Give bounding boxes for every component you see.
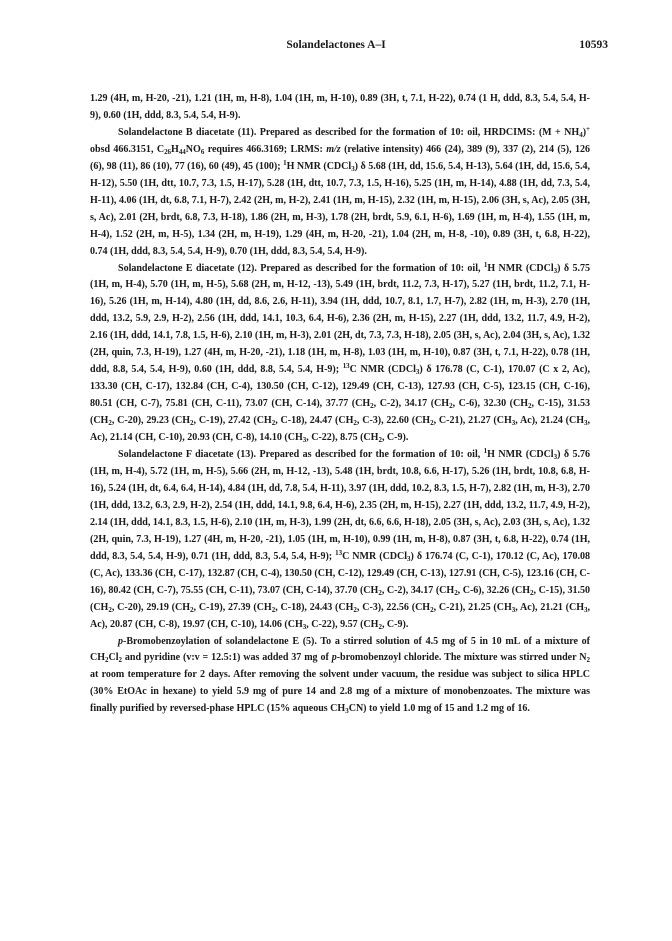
subscript: 2 [454,588,458,597]
text-run: : oil, HRDCIMS: (M + NH [460,126,580,138]
paragraph-heading: Solandelactone E diacetate ( [118,262,241,274]
subscript: 44 [178,147,186,156]
subscript: 2 [370,402,374,411]
paragraph-heading: 5 [306,635,312,647]
superscript: 1 [483,260,488,269]
compound-number: 10 [450,126,461,138]
subscript: 2 [190,605,194,614]
text-run: H NMR (CDCl [487,262,554,274]
subscript: 2 [430,605,434,614]
text-run: -bromobenzoyl chloride. The mixture was stirred under N [336,652,587,664]
text-run: ) δ 176.78 (C, C-1), 170.07 (C x 2, Ac), 133.30 (CH, C-17), 132.84 (CH, C-4), 130.50 (CH, C-12), 129.49 (CH, C-13), 127.93 (CH, C-5), 123.15 (CH, C-16), 80.51 (CH, C-7), 75.81 (CH, C-11), 73.07 (CH, C-14), 37.77 (CH [90,364,590,410]
paragraph-continued [90,91,590,125]
text-run: , Ac), 21.21 (CH [515,601,585,613]
subscript: 3 [415,368,420,377]
subscript: 2 [108,605,112,614]
italic-text: m/z [326,143,341,155]
text-run: CN) to yield 1.0 mg of [348,703,445,715]
text-run: Prepared as described for the formation of [256,449,451,461]
paragraph-heading: -Bromobenzoylation of solandelactone E ( [123,635,307,647]
text-run: : oil, [460,262,484,274]
subscript: 2 [271,419,276,428]
subscript: 3 [351,164,355,173]
experimental-text [90,91,590,718]
text-run: in 10 mL of a mixture of CH [90,635,590,664]
subscript: 2 [353,419,357,428]
text-run: at room temperature for 2 days. After removing the solvent under vacuum, the residue was subject to silica HPLC (30% EtOAc in hexane) to yield 5.9 mg of pure [90,669,590,698]
superscript: + [586,124,590,133]
text-run: , Ac), 21.24 (CH [515,415,585,427]
text-run: ) δ 5.75 (1H, m, H-4), 5.70 (1H, m, H-5), 5.68 (2H, m, H-12, -13), 5.49 (1H, brdt, 11.2, 7.3, H-17), 5.27 (1H, brdt, 11.2, 7.1, H-16), 5.26 (1H, m, H-14), 4.80 (1H, dd, 8.6, 2.6, H-11), 3.94 (1H, ddd, 10.7, 8.1, 1.7, H-7), 2.82 (1H, m, H-3), 2.70 (1H, ddd, 13.2, 5.9, 2.9, H-2), 2.56 (1H, ddd, 14.1, 10.3, 6.4, H-6), 2.36 (2H, m, H-15), 2.27 (1H, ddd, 13.2, 11.7, 4.9, H-2), 2.16 (1H, ddd, 14.1, 7.8, 1.5, H-6), 2.10 (1H, m, H-3), 2.01 (2H, dt, 7.3, 7.3, H-18), 2.05 (3H, s, Ac), 2.04 (3H, s, Ac), 1.32 (2H, quin, 7.3, H-19), 1.27 (4H, m, H-20, -21), 1.18 (1H, m, H-8), 1.03 (1H, m, H-10), 0.87 (3H, t, 7.1, H-22), 0.78 (1H, ddd, 8.8, 5.4, 5.4, H-9), 0.60 (1H, ddd, 8.8, 5.4, 5.4, H-9); [90,262,590,376]
text-run: , C-22), 8.75 (CH [306,432,379,444]
subscript: 6 [200,147,205,156]
italic-text: p [331,652,337,664]
subscript: 2 [378,588,382,597]
subscript: 2 [586,656,590,665]
text-run: H [171,143,179,155]
subscript: 3 [407,554,411,563]
subscript: 3 [553,266,558,275]
text-run: Prepared as described for the formation of [256,262,451,274]
text-run: obsd 466.3151, C [90,143,165,155]
subscript: 2 [105,656,109,665]
subscript: 2 [118,656,123,665]
text-run: Prepared as described for the formation of [256,126,451,138]
text-run: and 1.2 mg of [454,703,518,715]
subscript: 3 [302,436,307,445]
compound-number: 5 [470,635,476,647]
text-run: ) δ 5.76 (1H, m, H-4), 5.72 (1H, m, H-5), 5.66 (2H, m, H-12, -13), 5.48 (1H, brdt, 10.8, 6.6, H-17), 5.26 (1H, brdt, 10.8, 6.8, H-16), 5.24 (1H, dt, 6.4, 6.4, H-14), 4.84 (1H, dd, 7.8, 5.4, H-11), 3.97 (1H, ddd, 10.2, 8.3, 1.5, H-7), 2.82 (1H, m, H-3), 2.70 (1H, ddd, 13.2, 6.3, 2.9, H-2), 2.54 (1H, ddd, 14.1, 9.8, 6.4, H-6), 2.35 (2H, m, H-15), 2.27 (1H, ddd, 13.2, 11.7, 4.9, H-2), 2.14 (1H, ddd, 14.1, 8.3, 1.5, H-6), 2.10 (1H, m, H-3), 1.99 (2H, dt, 6.6, 6.6, H-18), 2.05 (3H, s, Ac), 2.03 (3H, s, Ac), 1.32 (2H, quin, 7.3, H-19), 1.27 (4H, m, H-20, -21), 1.05 (1H, m, H-10), 0.99 (1H, m, H-8), 0.87 (3H, t, 6.8, H-22), 0.74 (1H, ddd, 8.3, 5.4, 5.4, H-9), 0.71 (1H, ddd, 8.3, 5.4, 5.4, H-9); [90,449,590,562]
text-run: , C-15), 31.53 (CH [90,398,590,427]
text-run: . [527,703,530,715]
paragraph-heading: ). [250,449,257,461]
subscript: 2 [530,588,534,597]
text-run: ) δ 176.74 (C, C-1), 170.12 (C, Ac), 170.08 (C, Ac), 133.36 (CH, C-17), 132.87 (CH, C-4), 130.50 (CH, C-12), 129.49 (CH, C-13), 127.91 (CH, C-5), 123.16 (CH, C-16), 80.42 (CH, C-7), 75.55 (CH, C-11), 73.07 (CH, C-14), 37.70 (CH [90,550,590,596]
text-run: , C-2), 34.17 (CH [381,584,455,596]
subscript: 2 [271,605,276,614]
text-run: , C-19), 27.39 (CH [193,601,272,613]
text-run: H NMR (CDCl [487,449,554,461]
text-run: , Ac), 20.87 (CH, C-8), 19.97 (CH, C-10), 14.06 (CH [90,601,591,630]
text-run: , Ac), 21.14 (CH, C-10), 20.93 (CH, C-8), 14.10 (CH [90,415,591,444]
compound-number: 14 [305,686,316,698]
superscript: 13 [335,548,343,557]
page-number: 10593 [579,39,608,51]
text-run: , C-3), 22.60 (CH [356,415,431,427]
subscript: 2 [108,419,112,428]
subscript: 3 [302,622,307,631]
paragraph-heading: ). [311,635,317,647]
text-run: , C-15), 31.50 (CH [90,584,590,613]
subscript: 3 [511,419,516,428]
superscript: 1 [283,158,287,167]
paragraph-heading: Solandelactone F diacetate ( [118,449,241,461]
text-run: requires 466.3169; LRMS: [204,143,327,155]
subscript: 2 [190,419,194,428]
text-run: (relative intensity) 466 (24), 389 (9), 337 (2), 214 (5), 126 (6), 98 (11), 86 (10), 77 (16), 60 (49), 45 (100); [90,143,590,172]
text-run: , C-18), 24.43 (CH [275,601,354,613]
subscript: 2 [353,605,357,614]
subscript: 3 [584,605,588,614]
text-run: , C-21), 21.27 (CH [433,415,512,427]
text-run: ) δ 5.68 (1H, dd, 15.6, 5.4, H-13), 5.64 (1H, dd, 15.6, 5.4, H-12), 5.50 (1H, dtt, 10.7, 7.3, 1.5, H-17), 5.28 (1H, dtt, 10.7, 7.3, 1.5, H-16), 5.25 (1H, m, H-14), 4.88 (1H, dd, 7.3, 5.4, H-11), 4.06 (1H, dt, 6.8, 7.1, H-7), 2.42 (2H, m, H-2), 2.41 (1H, m, H-15), 2.32 (1H, m, H-15), 2.06 (3H, s, Ac), 2.05 (3H, s, Ac), 2.01 (2H, brdt, 6.8, 7.3, H-18), 1.86 (2H, m, H-3), 1.78 (2H, brdt, 5.9, 6.1, H-6), 1.69 (1H, m, H-4), 1.55 (1H, m, H-4), 1.52 (2H, m, H-5), 1.34 (2H, m, H-19), 1.29 (4H, m, H-20, -21), 1.04 (2H, m, H-8, -10), 0.89 (3H, t, 6.8, H-22), 0.74 (1H, ddd, 8.3, 5.4, 5.4, H-9), 0.70 (1H, ddd, 8.3, 5.4, 5.4, H-9). [90,160,590,257]
text-run: and pyridine (v:v = 12.5:1) was added 37 mg of [122,652,332,664]
paragraph-heading: ). [250,126,257,138]
compound-number: 15 [444,703,455,715]
text-run: , C-20), 29.19 (CH [111,601,191,613]
paragraph [90,447,590,633]
text-run: H NMR (CDCl [286,160,352,172]
subscript: 2 [378,436,382,445]
text-run: , C-9). [381,432,409,444]
paragraph [90,261,590,447]
text-run: , C-20), 29.23 (CH [111,415,191,427]
subscript: 3 [345,707,349,716]
text-run: Cl [108,652,119,664]
compound-number: 10 [450,262,461,274]
text-run: To a stirred solution of 4.5 mg of [316,635,471,647]
text-run: : oil, [460,449,484,461]
text-run: ) [582,126,587,138]
text-run: , C-18), 24.47 (CH [275,415,354,427]
paragraph-heading: 13 [240,449,251,461]
text-run: C NMR (CDCl [349,364,416,376]
paragraph-heading: ). [251,262,257,274]
text-run: , C-2), 34.17 (CH [373,398,450,410]
subscript: 2 [430,419,434,428]
text-run: , C-3), 22.56 (CH [356,601,431,613]
text-run: NO [185,143,201,155]
paragraph-heading: p [118,635,124,647]
paragraph-heading: 11 [241,126,251,138]
page-header [0,39,672,57]
subscript: 2 [449,402,453,411]
paragraph [90,125,590,261]
superscript: 13 [342,362,350,371]
subscript: 3 [511,605,516,614]
text-run: , C-9). [381,618,409,630]
subscript: 4 [579,130,583,139]
text-run: , C-19), 27.42 (CH [193,415,272,427]
text-run: 1.29 (4H, m, H-20, -21), 1.21 (1H, m, H-8), 1.04 (1H, m, H-10), 0.89 (3H, t, 7.1, H-22), 0.74 (1 H, ddd, 8.3, 5.4, 5.4, H-9), 0.60 (1H, ddd, 8.3, 5.4, 5.4, H-9). [90,93,590,121]
subscript: 2 [378,622,382,631]
paragraph-heading: 12 [240,262,251,274]
paragraph [90,634,590,719]
text-run: , C-21), 21.25 (CH [433,601,512,613]
compound-number: 10 [450,449,461,461]
text-run: C NMR (CDCl [342,550,408,562]
running-title: Solandelactones A–I [286,39,386,51]
subscript: 2 [528,402,532,411]
compound-number: 16 [517,703,528,715]
text-run: , C-6), 32.26 (CH [457,584,531,596]
subscript: 26 [164,147,172,156]
text-run: , C-22), 9.57 (CH [306,618,379,630]
text-run: , C-6), 32.30 (CH [452,398,528,410]
superscript: 1 [483,447,488,456]
paragraph-heading: Solandelactone B diacetate ( [118,126,242,138]
text-run: and 2.8 mg of a mixture of monobenzoates. The mixture was finally purified by reversed-phase HPLC (15% aqueous CH [90,686,590,715]
subscript: 3 [553,453,558,462]
subscript: 3 [584,419,588,428]
